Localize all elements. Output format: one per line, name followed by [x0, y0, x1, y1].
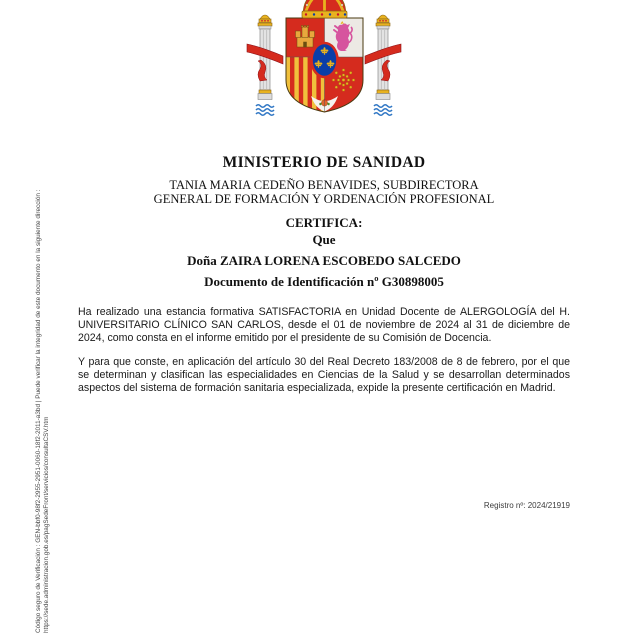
registry-number: Registro nº: 2024/21919: [483, 501, 570, 510]
verification-url-line: https://sede.administracion.gob.es/pagSedeFront/servicios/consultaCSV.htm: [43, 416, 51, 633]
issuer-line-2: GENERAL DE FORMACIÓN Y ORDENACIÓN PROFESIONAL: [153, 191, 495, 206]
ministry-title: MINISTERIO DE SANIDAD: [222, 154, 426, 171]
verification-code-line: Código seguro de Verificación : GEN-bbf0-98f2-2955-2951-0060-18f2-2011-a3bd | Puede verificar la integridad de este documento en la siguiente dirección :: [35, 189, 42, 633]
spain-coat-of-arms-icon: [245, 0, 403, 136]
certifies-label: CERTIFICA:: [285, 215, 363, 230]
que-label: Que: [312, 232, 336, 247]
recipient-name: Doña ZAIRA LORENA ESCOBEDO SALCEDO: [187, 253, 461, 268]
issuer-line-1: TANIA MARIA CEDEÑO BENAVIDES, SUBDIRECTORA: [169, 178, 479, 192]
body-paragraph-2: Y para que conste, en aplicación del artículo 30 del Real Decreto 183/2008 de 8 de febrero, por el que se determinan y clasifican las especialidades en Ciencias de la Salud y se desarrollan determinados aspectos del sistema de formación sanitaria especializada, expide la presente certificación en Madrid.: [78, 356, 570, 394]
issuer-name-and-role: [75, 179, 573, 206]
body-paragraph-1: Ha realizado una estancia formativa SATISFACTORIA en Unidad Docente de ALERGOLOGÍA del H. UNIVERSITARIO CLÍNICO SAN CARLOS, desde el 01 de noviembre de 2024 al 31 de diciembre de 2024, como consta en el informe emitido por el presidente de su Comisión de Docencia.: [78, 306, 570, 344]
verification-sidebar: [35, 136, 51, 633]
recipient-id-number: Documento de Identificación nº G30898005: [204, 274, 444, 289]
